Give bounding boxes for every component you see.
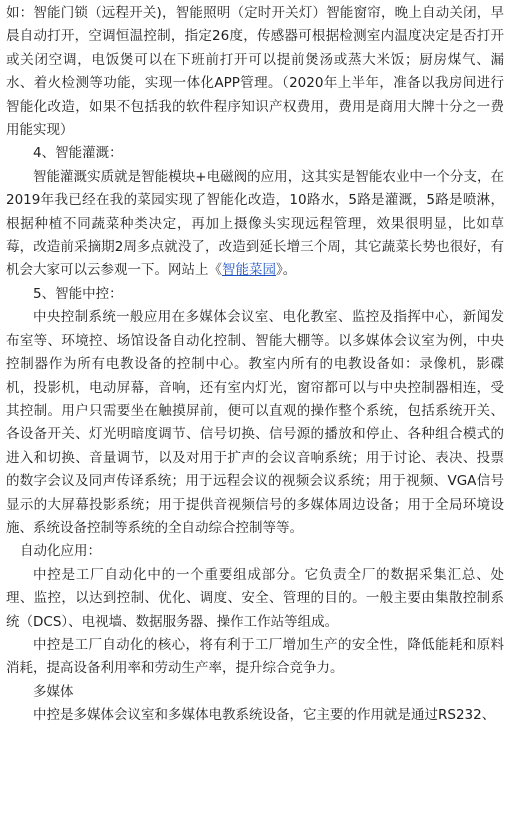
heading-smart-central-control: 5、智能中控： bbox=[33, 285, 123, 302]
paragraph-central-control: 中央控制系统一般应用在多媒体会议室、电化教室、监控及指挥中心，新闻发布室等、环境控、场馆设备自动化控制、智能大棚等。以多媒体会议室为例，中央控制器作为所有电教设备的控制中心。教室内所有的电教设备如：录像机，影碟机，投影机，电动屏幕，音响，还有室内灯光，窗帘都可以与中央控制器相连，受其控制。用户只需要坐在触摸屏前，便可以直观的操作整个系统，包括系统开关、各设备开关、灯光明暗度调节、信号切换、信号源的播放和停止、各种组合模式的进入和切换、音量调节，以及对用于扩声的会议音响系统；用于讨论、表决、投票的数字会议及同声传译系统；用于远程会议的视频会议系统；用于视频、VGA信号显示的大屏幕投影系统；用于提供音视频信号的多媒体周边设备；用于全局环境设施、系统设备控制等系统的全自动综合控制等等。 bbox=[6, 309, 504, 536]
paragraph-smart-irrigation bbox=[6, 166, 504, 283]
paragraph-smart-home: 如：智能门锁（远程开关)，智能照明（定时开关灯）智能窗帘，晚上自动关闭，早晨自动打开，空调恒温控制，指定26度，传感器可根据检测室内温度决定是否打开或关闭空调，电饭煲可以在下班前打开可以提前煲汤或蒸大米饭；厨房煤气、漏水、着火检测等功能，实现一体化APP管理。（2020年上半年，准备以我房间进行智能化改造，如果不包括我的软件程序知识产权费用，费用是商用大牌十分之一费用能实现） bbox=[6, 5, 504, 139]
irrigation-text: 智能灌溉实质就是智能模块+电磁阀的应用，这其实是智能农业中一个分支，在2019年我已经在我的菜园实现了智能化改造，10路水，5路是灌溉，5路是喷淋，根据种植不同蔬菜种类决定，再加上摄像头实现远程管理，效果很明显，比如草莓，改造前采摘期2周多点就没了，改造到延长增三个周，其它蔬菜长势也很好，有机会大家可以云参观一下。网站上《 bbox=[6, 168, 504, 279]
heading-automation-application: 自动化应用： bbox=[20, 543, 101, 560]
paragraph-multimedia: 中控是多媒体会议室和多媒体电教系统设备，它主要的作用就是通过RS232、 bbox=[33, 707, 496, 724]
smart-garden-link[interactable]: 智能菜园 bbox=[222, 262, 276, 279]
heading-smart-irrigation: 4、智能灌溉： bbox=[33, 145, 123, 162]
paragraph-automation-1: 中控是工厂自动化中的一个重要组成部分。它负责全厂的数据采集汇总、处理、监控，以达到控制、优化、调度、安全、管理的目的。一般主要由集散控制系统（DCS）、电视墙、数据服务器、操作工作站等组成。 bbox=[6, 566, 504, 630]
paragraph-automation-2: 中控是工厂自动化的核心，将有利于工厂增加生产的安全性，降低能耗和原料消耗，提高设备利用率和劳动生产率，提升综合竞争力。 bbox=[6, 636, 504, 677]
irrigation-text-end: 》。 bbox=[276, 262, 297, 279]
heading-multimedia: 多媒体 bbox=[33, 683, 74, 700]
